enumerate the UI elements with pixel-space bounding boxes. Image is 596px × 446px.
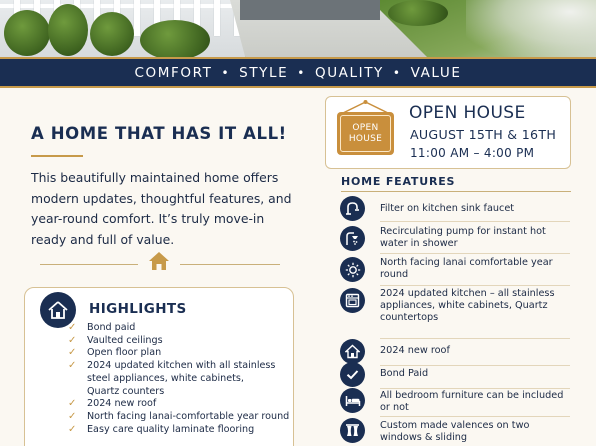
open-house-sign: [337, 112, 394, 155]
faucet-icon: [345, 201, 360, 216]
feature-item: [340, 388, 572, 414]
sun-icon: [345, 262, 361, 278]
feature-text: Custom made valences on two windows & sliding: [380, 420, 530, 443]
tagline-word-3: QUALITY: [314, 64, 384, 81]
check-icon: ✓: [68, 334, 77, 346]
tagline-word-2: STYLE: [239, 64, 289, 81]
garage-door: [240, 0, 380, 20]
tagline-separator: •: [392, 65, 402, 80]
list-item-continued: steel appliances, white cabinets,: [87, 372, 244, 384]
list-item: ✓ Bond paid: [68, 322, 136, 333]
list-item: ✓ Open floor plan: [68, 347, 162, 359]
intro-title: A HOME THAT HAS IT ALL!: [31, 124, 287, 143]
tagline-separator: •: [297, 65, 306, 80]
feature-item: [340, 362, 572, 388]
check-icon: [345, 367, 360, 382]
divider-line-right: [180, 264, 280, 265]
highlights-title: HIGHLIGHTS: [89, 301, 187, 317]
sign-line-1: OPEN: [352, 122, 379, 133]
check-icon: ✓: [68, 360, 77, 372]
feature-item: [340, 226, 572, 252]
feature-text: 2024 new roof: [380, 345, 450, 356]
list-item-continued: Quartz counters: [87, 385, 165, 397]
feature-item: [340, 196, 572, 222]
home-features-title: HOME FEATURES: [341, 175, 456, 188]
roof-icon: [345, 344, 360, 359]
list-item: ✓ Easy care quality laminate flooring: [68, 423, 255, 435]
highlights-list: [68, 322, 293, 436]
list-item: ✓ 2024 new roof: [68, 398, 157, 410]
tagline-banner: [0, 57, 596, 88]
home-outline-icon: [47, 300, 69, 320]
feature-text: North facing lanai comfortable year round: [380, 257, 553, 280]
open-house-time: 11:00 AM – 4:00 PM: [410, 146, 535, 160]
check-icon: ✓: [68, 410, 77, 422]
title-underline: [31, 155, 83, 157]
feature-item: [340, 257, 572, 283]
feature-text: 2024 updated kitchen – all stainless appliances, white cabinets, Quartz countertops: [380, 288, 555, 323]
light-haze: [466, 0, 596, 60]
check-icon: ✓: [68, 423, 77, 435]
feature-text: Filter on kitchen sink faucet: [380, 203, 515, 214]
open-house-title: OPEN HOUSE: [409, 103, 526, 123]
house-icon: [148, 251, 170, 271]
oven-icon: [345, 293, 360, 308]
list-item: ✓ North facing lanai-comfortable year round: [68, 410, 290, 422]
divider-line-left: [40, 264, 138, 265]
home-features-rule: [341, 191, 571, 192]
check-icon: ✓: [68, 398, 77, 410]
intro-paragraph: This beautifully maintained home offers modern updates, thoughtful features, and year-round comfort. It’s truly move-in ready and full of value.: [31, 170, 292, 247]
bed-icon: [345, 393, 361, 408]
hero-photo: [0, 0, 596, 60]
check-icon: ✓: [68, 347, 77, 359]
feature-text: Bond Paid: [380, 368, 429, 379]
feature-text: Recirculating pump for instant hot water in shower: [380, 226, 546, 249]
shower-icon: [345, 231, 360, 246]
open-house-dates: AUGUST 15TH & 16TH: [410, 127, 557, 142]
tagline-word-1: COMFORT: [134, 64, 213, 81]
tagline-word-4: VALUE: [410, 64, 462, 81]
tagline-separator: •: [221, 65, 231, 80]
sign-line-2: HOUSE: [348, 133, 383, 144]
feature-item: [340, 288, 572, 340]
list-item: ✓ 2024 updated kitchen with all stainless: [68, 360, 276, 372]
list-item: ✓ Vaulted ceilings: [68, 334, 163, 346]
check-icon: ✓: [68, 322, 77, 333]
feature-item: [340, 418, 572, 444]
window-icon: [345, 423, 360, 438]
feature-text: All bedroom furniture can be included or not: [380, 390, 564, 413]
